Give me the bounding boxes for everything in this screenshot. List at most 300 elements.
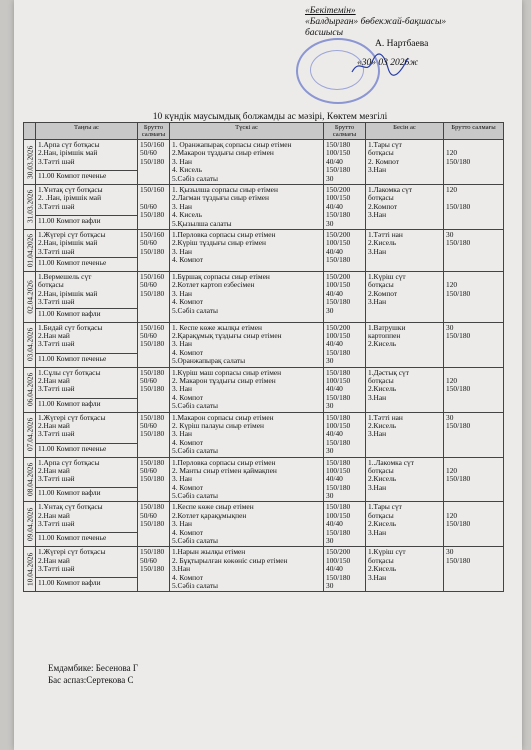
cell-line: 1.Макарон сорпасы сиыр етімен [172, 412, 274, 422]
cell-line: 30 [326, 305, 334, 315]
cell-line: 100/150 [326, 510, 351, 520]
cell-line: 120 [446, 375, 458, 385]
cell-line [446, 565, 501, 573]
cell-line: 3. Нан [172, 201, 192, 211]
lunch-cell [170, 184, 324, 229]
cell-line: 150/180 [326, 437, 351, 447]
cell-line: 3.Тәтті шәй [38, 519, 75, 529]
cell-line: 2.Күріш тұздығы сиыр етімен [172, 238, 266, 248]
cell-line: 1. Қызылша сорпасы сиыр етімен [172, 184, 278, 194]
day-date: 09.04.2026 [24, 502, 36, 547]
cell-line: 2.Котлет картоп езбесімен [172, 280, 255, 290]
header-lunch: Түскі ас [170, 123, 324, 140]
cell-line: ботқасы [368, 148, 394, 158]
cell-line: 120 [446, 280, 458, 290]
header-brutto-2: Брутто салмағы [324, 123, 366, 140]
lunch-weight-cell [324, 457, 366, 502]
cell-line: 2.Нан май [38, 375, 70, 385]
cell-line: 3. Нан [172, 474, 192, 484]
cell-line: 3.Тәтті шәй [38, 339, 75, 349]
cell-line: 3.Тәтті шәй [38, 156, 75, 166]
cell-line: 5.Сәбіз салаты [172, 580, 219, 590]
afternoon-cell [366, 547, 444, 592]
breakfast-weight-cell [138, 184, 170, 229]
cell-line: 100/150 [326, 555, 351, 565]
breakfast-cell [36, 502, 138, 533]
cell-line: 3.Нан [368, 527, 387, 537]
lunch-cell [170, 140, 324, 185]
cell-line: 40/40 [326, 384, 343, 394]
approval-date: «30» 03 2026ж [357, 58, 419, 68]
cell-line: 150/180 [140, 246, 165, 256]
cell-line: 150/180 [446, 201, 471, 211]
cell-line [446, 529, 501, 537]
cell-line: 150/180 [446, 474, 471, 484]
cell-line: 120 [446, 465, 458, 475]
cell-line: 30 [446, 412, 454, 422]
cell-line: 50/60 [140, 148, 157, 158]
cell-line: 150/180 [140, 564, 165, 574]
cell-line: 3. Нан [172, 384, 192, 394]
cell-line: 150/180 [140, 367, 165, 377]
snack-cell: 11.00 Компот печенье [36, 170, 138, 184]
lunch-cell [170, 322, 324, 367]
cell-line: 1.Лакомка сүт [368, 184, 413, 194]
cell-line: 1.Күріш сүт [368, 547, 406, 557]
cell-line: 3.Нан [368, 572, 387, 582]
cell-line: 50/60 [140, 238, 157, 248]
cell-line: 3.Нан [368, 246, 387, 256]
afternoon-weight-cell [444, 457, 504, 502]
afternoon-cell [366, 412, 444, 457]
cell-line: 30 [326, 356, 334, 366]
cell-line: 100/150 [326, 465, 351, 475]
table-row [24, 502, 504, 533]
cell-line: 120 [446, 148, 458, 158]
snack-cell: 11.00 Компот вафли [36, 488, 138, 502]
cell-line: 1.Сұлы сүт ботқасы [38, 367, 101, 377]
snack-cell: 11.00 Компот вафли [36, 578, 138, 592]
cell-line: 50/60 [140, 510, 157, 520]
cell-line: 1.Перловка сорпасы сиыр етімен [172, 229, 276, 239]
afternoon-cell [366, 502, 444, 547]
cell-line: 5.Сәбіз салаты [172, 491, 219, 501]
cell-line: ботқасы [38, 280, 64, 290]
day-date: 06.04.2026 [24, 367, 36, 412]
cell-line: 150/180 [140, 474, 165, 484]
lunch-weight-cell [324, 272, 366, 323]
cell-line: 1.Ватрушки [368, 322, 406, 332]
cell-line: 1.Бұршақ сорпасы сиыр етімен [172, 272, 270, 282]
cell-line: 100/150 [326, 375, 351, 385]
cell-line: 3.Тәтті шәй [38, 384, 75, 394]
cell-line: 2. Күріш палауы сиыр етімен [172, 420, 264, 430]
cell-line: 5.Сәбіз салаты [172, 173, 219, 183]
day-date: 31.03.2026 [24, 184, 36, 229]
cell-line: 4. Кисель [172, 165, 202, 175]
cell-line: 2. Манты сиыр етімен қаймақпен [172, 465, 277, 475]
snack-cell: 11.00 Компот вафли [36, 398, 138, 412]
breakfast-cell [36, 367, 138, 398]
cell-line: 2. Макарон тұздығы сиыр етімен [172, 375, 276, 385]
cell-line: 150/180 [140, 429, 165, 439]
cell-line: 1.Арпа сүт ботқасы [38, 140, 100, 149]
cell-line: 150/180 [446, 420, 471, 430]
afternoon-cell [366, 140, 444, 185]
cell-line: 4. Компот [172, 572, 203, 582]
cell-line: 3. Нан [172, 519, 192, 529]
cell-line: 40/40 [326, 246, 343, 256]
cell-line: 150/180 [446, 331, 471, 341]
cell-line: ботқасы [368, 193, 394, 203]
cell-line: 150/160 [140, 140, 165, 149]
breakfast-cell [36, 547, 138, 578]
cell-line: ботқасы [368, 375, 394, 385]
afternoon-cell [366, 322, 444, 367]
lunch-cell [170, 457, 324, 502]
cell-line: 150/180 [140, 210, 165, 220]
cell-line: 2.Кисель [368, 238, 397, 248]
cell-line: 150/180 [140, 384, 165, 394]
cell-line: 1.Ұнтақ сүт ботқасы [38, 502, 103, 512]
cell-line: 100/150 [326, 420, 351, 430]
cell-line: 2.Кисель [368, 339, 397, 349]
header-brutto-1: Брутто салмағы [138, 123, 170, 140]
lunch-weight-cell [324, 412, 366, 457]
snack-cell: 11.00 Компот печенье [36, 258, 138, 272]
cell-line: ботқасы [368, 510, 394, 520]
cell-line: 150/180 [326, 347, 351, 357]
approval-block [305, 6, 515, 69]
cell-line: 50/60 [140, 555, 157, 565]
cell-line: 3.Нан [368, 210, 387, 220]
breakfast-weight-cell [138, 140, 170, 185]
cell-line: 30 [326, 173, 334, 183]
cell-line: 2. Бұқтырылған көкөніс сиыр етімен [172, 555, 288, 565]
cell-line: 150/200 [326, 272, 351, 282]
table-row [24, 140, 504, 171]
cell-line: 2.Кисель [368, 564, 397, 574]
breakfast-cell [36, 184, 138, 215]
cell-line: 150/200 [326, 229, 351, 239]
cell-line: 100/150 [326, 148, 351, 158]
snack-cell: 11.00 Компот печенье [36, 533, 138, 547]
breakfast-cell [36, 272, 138, 309]
afternoon-weight-cell [444, 547, 504, 592]
cell-line: 30 [326, 491, 334, 501]
table-row [24, 322, 504, 353]
cell-line: 2.Кисель [368, 474, 397, 484]
cell-line: 5.Сәбіз салаты [172, 401, 219, 411]
cell-line: 1.Тәтті нан [368, 412, 403, 422]
cell-line: 3.Нан [172, 564, 191, 574]
cell-line: 2.Нан, ірімшік май [38, 148, 98, 158]
cell-line: 120 [446, 184, 458, 194]
approval-org: «Балдырған» бөбекжай-бақшасы» [305, 17, 447, 27]
breakfast-weight-cell [138, 272, 170, 323]
day-date: 10.04.2026 [24, 547, 36, 592]
cell-line: 4. Компот [172, 255, 203, 265]
document-title: 10 күндік маусымдық болжамды ас мәзірі, Көктем мезгілі [152, 112, 388, 122]
cell-line: 150/180 [326, 367, 351, 377]
cell-line: 150/180 [326, 482, 351, 492]
cell-line: 2.Нан май [38, 555, 70, 565]
cell-line: 150/180 [446, 288, 471, 298]
cell-line: 4. Компот [172, 527, 203, 537]
cell-line: 150/180 [140, 457, 165, 467]
cell-line [446, 574, 501, 582]
cook-name: Бас аспаз:Сертекова С [48, 675, 134, 685]
cell-line: 150/180 [140, 156, 165, 166]
cell-line: 40/40 [326, 429, 343, 439]
header-date [24, 123, 36, 140]
cell-line: 2.Нан май [38, 510, 70, 520]
cell-line: 3.Нан [368, 392, 387, 402]
lunch-cell [170, 367, 324, 412]
lunch-weight-cell [324, 229, 366, 271]
day-date: 07.04.2026 [24, 412, 36, 457]
cell-line: 1.Кеспе көже сиыр етімен [172, 502, 254, 512]
snack-cell: 11.00 Компот вафли [36, 215, 138, 229]
cell-line: 1.Ұнтақ сүт ботқасы [38, 184, 103, 194]
lunch-weight-cell [324, 184, 366, 229]
cell-line: 30 [326, 446, 334, 456]
cell-line: 150/180 [140, 412, 165, 422]
cell-line: 150/180 [446, 238, 471, 248]
cell-line: 1.Бидай сүт ботқасы [38, 322, 103, 332]
cell-line: 2.Макарон тұздығы сиыр етімен [172, 148, 274, 158]
cell-line: 150/180 [140, 519, 165, 529]
nurse-name: Емдәмбике: Бесенова Г [48, 663, 139, 673]
cell-line: 2.Нан, ірімшік май [38, 238, 98, 248]
cell-line: 100/150 [326, 193, 351, 203]
breakfast-weight-cell [138, 502, 170, 547]
cell-line: 150/180 [326, 140, 351, 149]
cell-line: 30 [326, 218, 334, 228]
cell-line: 2.Кисель [368, 519, 397, 529]
afternoon-cell [366, 367, 444, 412]
cell-line: 1.Тары сүт [368, 502, 402, 512]
cell-line: 1. Кеспе көже жылқы етімен [172, 322, 262, 332]
cell-line: 3. Нан [172, 288, 192, 298]
cell-line: 2. Компот [368, 156, 399, 166]
table-row [24, 229, 504, 257]
afternoon-cell [366, 229, 444, 271]
breakfast-cell [36, 412, 138, 443]
cell-line: 150/160 [140, 184, 165, 194]
lunch-cell [170, 229, 324, 271]
breakfast-cell [36, 457, 138, 488]
cell-line: 40/40 [326, 201, 343, 211]
cell-line: 150/200 [326, 184, 351, 194]
cell-line: 150/160 [140, 229, 165, 239]
cell-line: 150/180 [326, 297, 351, 307]
table-row [24, 272, 504, 309]
cell-line: 5.Оранжапырақ салаты [172, 356, 246, 366]
cell-line: 1.Күріш маш сорпасы сиыр етімен [172, 367, 282, 377]
breakfast-cell [36, 140, 138, 171]
cell-line: 30 [446, 322, 454, 332]
cell-line: 2.Кисель [368, 384, 397, 394]
cell-line: 50/60 [140, 465, 157, 475]
cell-line: 3.Тәтті шәй [38, 564, 75, 574]
cell-line: 150/180 [140, 502, 165, 512]
cell-line: 40/40 [326, 519, 343, 529]
cell-line: 4. Компот [172, 437, 203, 447]
cell-line: 4. Компот [172, 392, 203, 402]
snack-cell: 11.00 Компот печенье [36, 443, 138, 457]
cell-line: 2.Қарақұмық тұздығы сиыр етімен [172, 331, 282, 341]
day-date: 01.04.2026 [24, 229, 36, 271]
cell-line [446, 340, 501, 348]
cell-line: 1.Жүгері сүт ботқасы [38, 412, 106, 422]
lunch-weight-cell [324, 367, 366, 412]
cell-line: 120 [446, 510, 458, 520]
cell-line: 150/180 [446, 555, 471, 565]
cell-line: 3.Нан [368, 482, 387, 492]
cell-line: 3.Тәтті шәй [38, 297, 75, 307]
cell-line: 4. Компот [172, 482, 203, 492]
cell-line: 3. Нан [172, 429, 192, 439]
cell-line: 4. Кисель [172, 210, 202, 220]
cell-line: 150/180 [326, 165, 351, 175]
menu-table [23, 122, 504, 592]
cell-line: 1.Перловка сорпасы сиыр етімен [172, 457, 276, 467]
cell-line: 2.Компот [368, 201, 398, 211]
cell-line: 30 [326, 536, 334, 546]
cell-line: 3.Тәтті шәй [38, 429, 75, 439]
cell-line: 3.Нан [368, 429, 387, 439]
cell-line: 1.Арпа сүт ботқасы [38, 457, 100, 467]
lunch-cell [170, 502, 324, 547]
cell-line: 30 [446, 229, 454, 239]
cell-line: 3.Тәтті шәй [38, 246, 75, 256]
cell-line: 30 [326, 580, 334, 590]
lunch-weight-cell [324, 140, 366, 185]
table-row [24, 367, 504, 398]
approval-position: басшысы [305, 28, 343, 38]
cell-line: 50/60 [140, 331, 157, 341]
afternoon-weight-cell [444, 502, 504, 547]
cell-line: ботқасы [368, 465, 394, 475]
afternoon-weight-cell [444, 322, 504, 367]
cell-line: 4. Компот [172, 347, 203, 357]
cell-line [446, 211, 501, 219]
cell-line: 150/180 [326, 210, 351, 220]
cell-line: 5.Сәбіз салаты [172, 305, 219, 315]
cell-line: 3.Нан [368, 297, 387, 307]
approval-title: «Бекітемін» [305, 6, 356, 16]
cell-line: 1.Жүгері сүт ботқасы [38, 547, 106, 557]
afternoon-weight-cell [444, 140, 504, 185]
cell-line: 40/40 [326, 156, 343, 166]
lunch-cell [170, 547, 324, 592]
cell-line: 1..Лакомка сүт [368, 457, 414, 467]
table-row [24, 457, 504, 488]
cell-line: 150/180 [326, 502, 351, 512]
breakfast-weight-cell [138, 322, 170, 367]
cell-line: 150/160 [140, 272, 165, 282]
cell-line: 2.Кисель [368, 420, 397, 430]
cell-line: 40/40 [326, 288, 343, 298]
cell-line: 150/180 [326, 527, 351, 537]
cell-line [446, 298, 501, 306]
day-date: 30.03.2026 [24, 140, 36, 185]
approval-name: А. Нартбаева [375, 39, 429, 49]
cell-line [140, 298, 167, 306]
breakfast-cell [36, 229, 138, 257]
cell-line: 50/60 [140, 280, 157, 290]
cell-line: 1.Вермешель сүт [38, 272, 92, 282]
cell-line: 5.Сәбіз салаты [172, 446, 219, 456]
cell-line: 1.Жүгері сүт ботқасы [38, 229, 106, 239]
cell-line: 150/180 [326, 412, 351, 422]
table-row [24, 547, 504, 578]
header-breakfast: Таңғы ас [36, 123, 138, 140]
header-row [24, 123, 504, 140]
cell-line: 2.Компот [368, 288, 398, 298]
cell-line: 1. Оранжапырақ сорпасы сиыр етімен [172, 140, 292, 149]
lunch-cell [170, 412, 324, 457]
cell-line: 3.Нан [368, 165, 387, 175]
breakfast-weight-cell [138, 412, 170, 457]
cell-line: 3.Тәтті шәй [38, 201, 75, 211]
cell-line: картоппен [368, 331, 401, 341]
cell-line: 50/60 [140, 375, 157, 385]
cell-line: 100/150 [326, 280, 351, 290]
cell-line: 150/200 [326, 547, 351, 557]
cell-line: 40/40 [326, 474, 343, 484]
cell-line: 2.Нан май [38, 331, 70, 341]
table-row [24, 412, 504, 443]
cell-line: 3. Нан [172, 246, 192, 256]
lunch-cell [170, 272, 324, 323]
cell-line: 150/180 [326, 392, 351, 402]
cell-line: 100/150 [326, 238, 351, 248]
afternoon-cell [366, 272, 444, 323]
cell-line: 4. Компот [172, 297, 203, 307]
breakfast-weight-cell [138, 457, 170, 502]
lunch-weight-cell [324, 322, 366, 367]
cell-line: 40/40 [326, 564, 343, 574]
day-date: 02.04.2026 [24, 272, 36, 323]
cell-line: 2. .Нан, ірімшік май [38, 193, 102, 203]
cell-line [446, 484, 501, 492]
cell-line: 150/200 [326, 322, 351, 332]
cell-line [446, 166, 501, 174]
cell-line: 2.Нан май [38, 465, 70, 475]
cell-line: 150/180 [140, 339, 165, 349]
breakfast-weight-cell [138, 367, 170, 412]
cell-line: 150/180 [140, 547, 165, 557]
afternoon-cell [366, 457, 444, 502]
cell-line: ботқасы [368, 555, 394, 565]
staff-signatures [48, 662, 138, 686]
cell-line [446, 248, 501, 256]
cell-line: 150/180 [326, 572, 351, 582]
cell-line: 2.Лагман тұздығы сиыр етімен [172, 193, 269, 203]
cell-line: 50/60 [140, 420, 157, 430]
afternoon-weight-cell [444, 367, 504, 412]
cell-line: 1.Күріш сүт [368, 272, 406, 282]
breakfast-cell [36, 322, 138, 353]
cell-line: 100/150 [326, 331, 351, 341]
cell-line: 150/180 [140, 288, 165, 298]
cell-line: 150/180 [446, 384, 471, 394]
afternoon-weight-cell [444, 272, 504, 323]
afternoon-weight-cell [444, 229, 504, 271]
cell-line: 40/40 [326, 339, 343, 349]
